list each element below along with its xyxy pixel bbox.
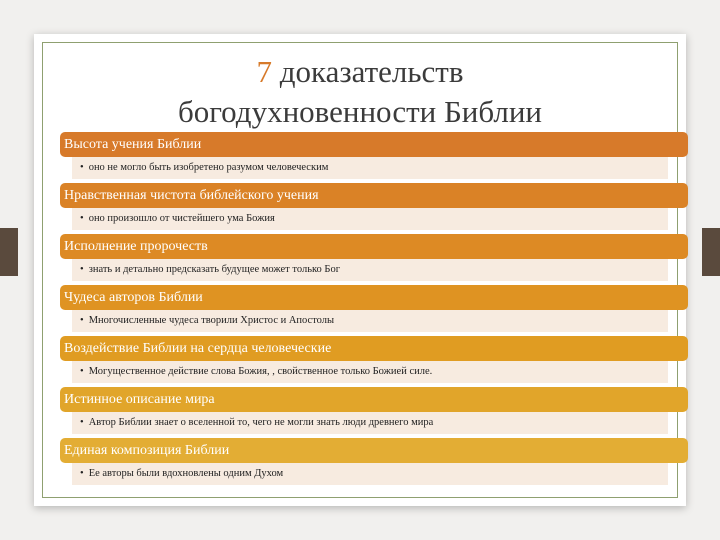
bullet-icon: • (80, 315, 84, 326)
item-heading: Единая композиция Библии (60, 438, 688, 463)
item-heading: Истинное описание мира (60, 387, 688, 412)
item-heading: Чудеса авторов Библии (60, 285, 688, 310)
item-bullet (72, 208, 668, 230)
bullet-icon: • (80, 417, 84, 428)
item-heading: Нравственная чистота библейского учения (60, 183, 688, 208)
list-item (60, 438, 688, 489)
list-item (60, 387, 688, 438)
title-line-2: богодухновенности Библии (177, 94, 543, 129)
slide (34, 34, 686, 506)
proof-list (60, 132, 688, 489)
item-bullet (72, 157, 668, 179)
bullet-icon: • (80, 162, 84, 173)
item-bullet (72, 310, 668, 332)
bullet-text: оно не могло быть изобретено разумом человеческим (88, 162, 329, 173)
title-line-1 (34, 52, 686, 92)
left-decor-bar (0, 228, 18, 276)
bullet-icon: • (80, 366, 84, 377)
bullet-text: Автор Библии знает о вселенной то, чего не могли знать люди древнего мира (88, 417, 434, 428)
bullet-icon: • (80, 468, 84, 479)
list-item (60, 132, 688, 183)
bullet-text: Многочисленные чудеса творили Христос и Апостолы (88, 315, 335, 326)
slide-title (34, 52, 686, 132)
item-heading: Исполнение пророчеств (60, 234, 688, 259)
bullet-icon: • (80, 264, 84, 275)
right-decor-bar (702, 228, 720, 276)
list-item (60, 336, 688, 387)
bullet-text: знать и детально предсказать будущее может только Бог (88, 264, 341, 275)
title-word: доказательств (279, 54, 464, 89)
title-number: 7 (256, 54, 273, 89)
item-bullet (72, 361, 668, 383)
bullet-icon: • (80, 213, 84, 224)
item-heading: Воздействие Библии на сердца человеческие (60, 336, 688, 361)
bullet-text: оно произошло от чистейшего ума Божия (88, 213, 275, 224)
item-heading: Высота учения Библии (60, 132, 688, 157)
list-item (60, 183, 688, 234)
bullet-text: Ее авторы были вдохновлены одним Духом (88, 468, 284, 479)
item-bullet (72, 259, 668, 281)
bullet-text: Могущественное действие слова Божия, , свойственное только Божией силе. (88, 366, 433, 377)
item-bullet (72, 412, 668, 434)
list-item (60, 234, 688, 285)
list-item (60, 285, 688, 336)
item-bullet (72, 463, 668, 485)
